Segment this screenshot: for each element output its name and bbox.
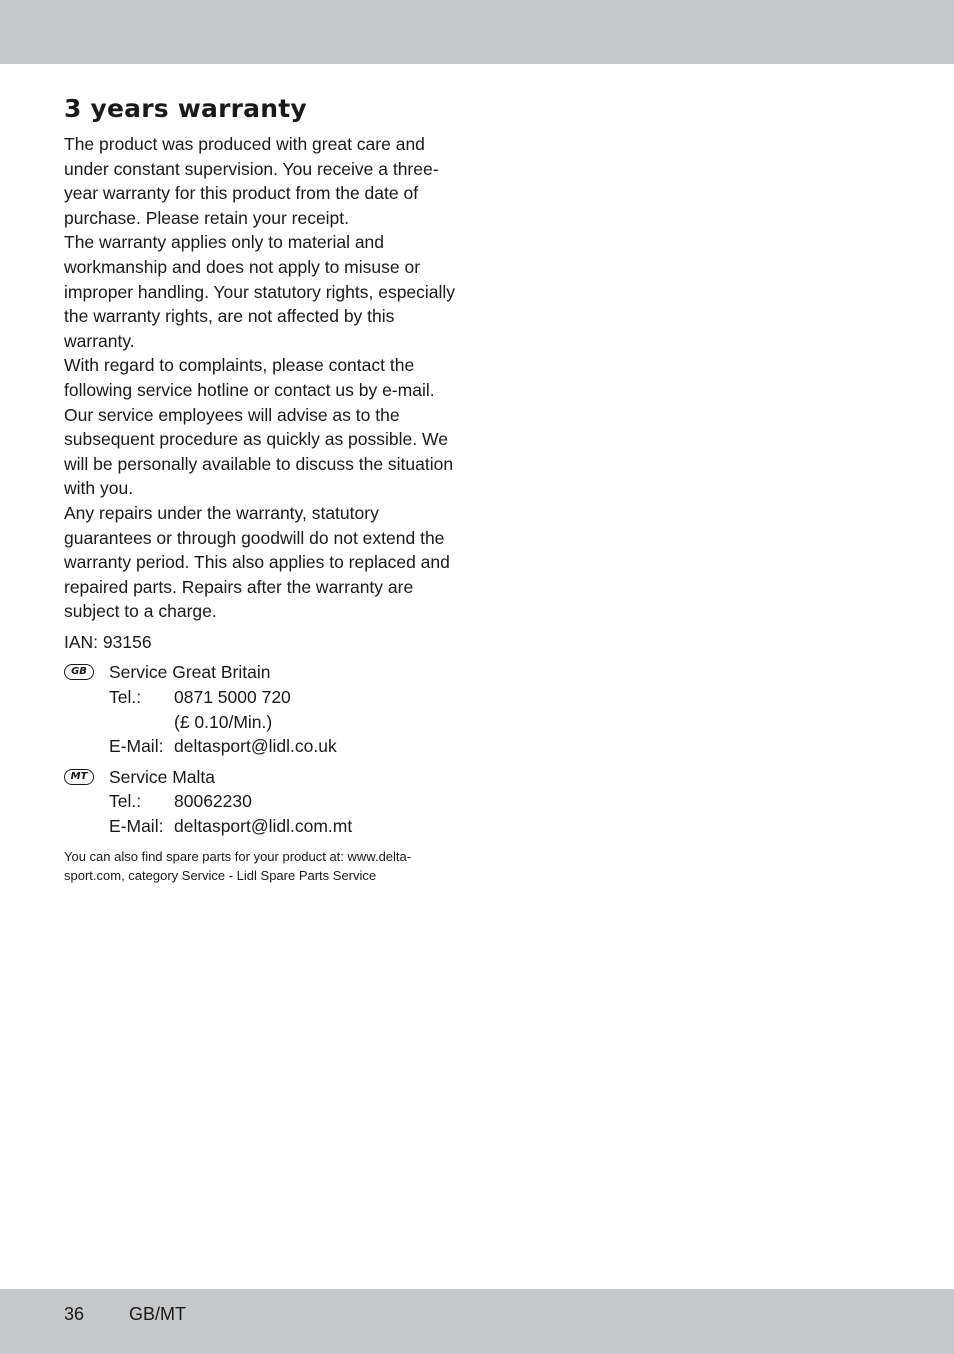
paragraph-repairs: Any repairs under the warranty, statutory guarantees or through goodwill do not extend the warranty period. This also applies to replaced and repaired parts. Repairs after the warranty are subject to a charge. (64, 502, 450, 622)
service-malta (64, 765, 464, 839)
tel-label: Tel.: (109, 687, 142, 708)
tel-row (109, 685, 464, 710)
tel-label: Tel.: (109, 791, 142, 812)
page-number: 36 (64, 1304, 85, 1324)
service-name: Service Great Britain (109, 662, 271, 683)
email-address: deltasport@lidl.com.mt (174, 816, 353, 837)
tel-number: 80062230 (174, 791, 252, 812)
mt-country-icon: MT (64, 769, 94, 785)
paragraph-scope: The warranty applies only to material and workmanship and does not apply to misuse or improper handling. Your statutory rights, especially the warranty rights, are not affected by this warranty. (64, 232, 456, 351)
tel-number: 0871 5000 720 (174, 687, 291, 708)
paragraph-complaints: With regard to complaints, please contact the following service hotline or contact us by e-mail. Our service employees will advise as to the subsequent procedure as quickly as possible. We will be personally available to discuss the situation with you. (64, 355, 454, 499)
warranty-section (64, 92, 464, 885)
spare-parts-note: You can also find spare parts for your product at: www.delta-sport.com, category Service - Lidl Spare Parts Service (64, 848, 412, 883)
tel-row (109, 789, 464, 814)
ian-number: IAN: 93156 (64, 631, 152, 652)
email-label: E-Mail: (109, 816, 164, 837)
email-row (109, 814, 464, 839)
tel-note: (£ 0.10/Min.) (174, 711, 273, 732)
service-great-britain (64, 660, 464, 758)
header-band (0, 0, 954, 64)
gb-country-icon: GB (64, 664, 94, 680)
email-label: E-Mail: (109, 736, 164, 757)
email-address: deltasport@lidl.co.uk (174, 736, 337, 757)
paragraph-care: The product was produced with great care and under constant supervision. You receive a three-year warranty for this product from the date of purchase. Please retain your receipt. (64, 134, 439, 228)
service-name: Service Malta (109, 766, 216, 787)
language-code: GB/MT (129, 1304, 186, 1324)
page-footer (64, 1302, 186, 1326)
tel-note-row (109, 710, 464, 735)
email-row (109, 734, 464, 759)
page-title: 3 years warranty (64, 94, 307, 123)
